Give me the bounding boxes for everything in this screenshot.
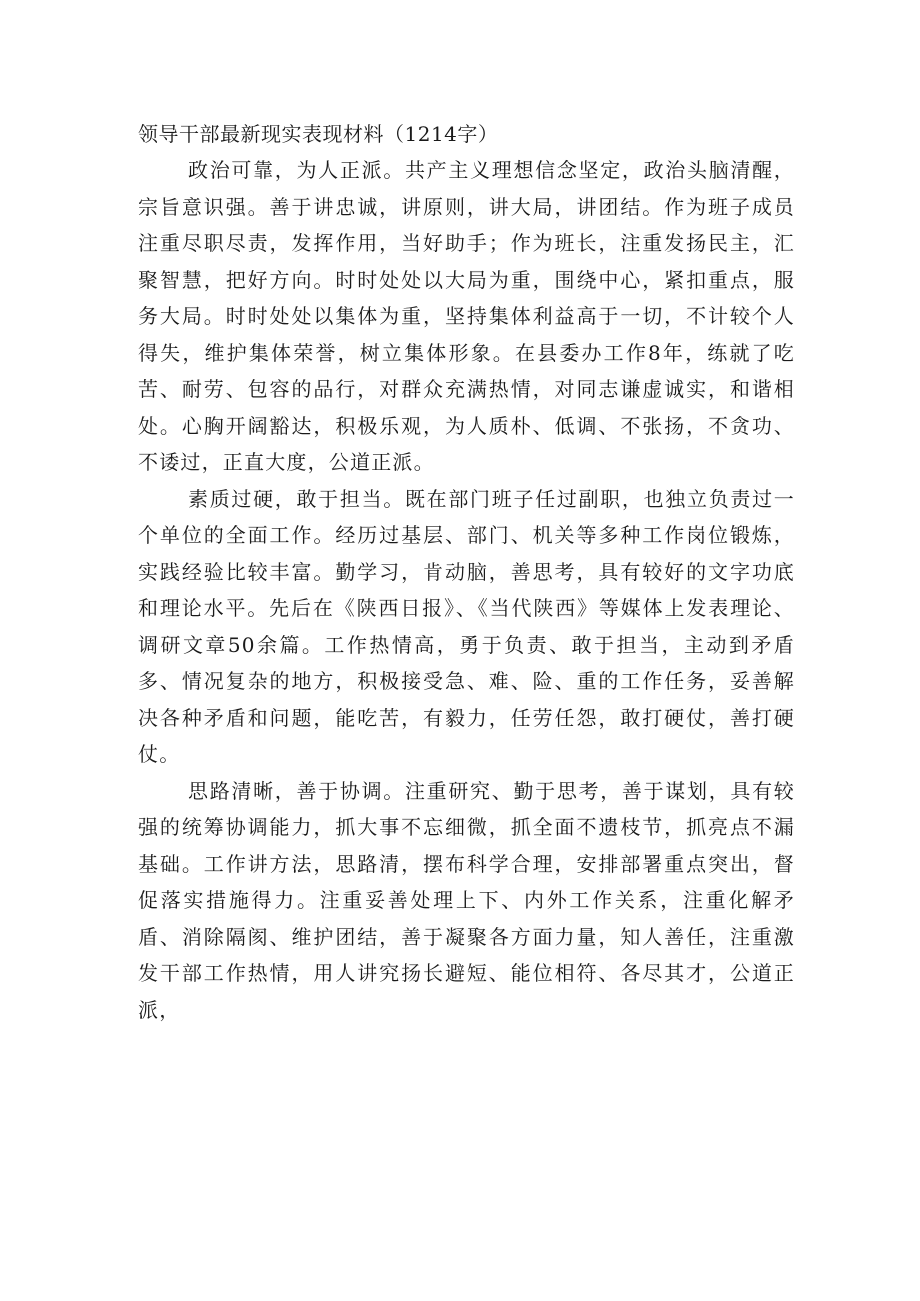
paragraph-political: 政治可靠，为人正派。共产主义理想信念坚定，政治头脑清醒，宗旨意识强。善于讲忠诚，讲原则，讲大局，讲团结。作为班子成员注重尽职尽责，发挥作用，当好助手；作为班长，注重发扬民主，汇聚智慧，把好方向。时时处处以大局为重，围绕中心，紧扣重点，服务大局。时时处处以集体为重，坚持集体利益高于一切，不计较个人得失，维护集体荣誉，树立集体形象。在县委办工作8年，练就了吃苦、耐劳、包容的品行，对群众充满热情，对同志谦虚诚实，和谐相处。心胸开阔豁达，积极乐观，为人质朴、低调、不张扬，不贪功、不诿过，正直大度，公道正派。 bbox=[138, 158, 795, 474]
document-title: 领导干部最新现实表现材料（1214字） bbox=[138, 122, 499, 146]
document-page bbox=[138, 116, 795, 1028]
paragraph-coordination: 思路清晰，善于协调。注重研究、勤于思考，善于谋划，具有较强的统筹协调能力，抓大事不忘细微，抓全面不遗枝节，抓亮点不漏基础。工作讲方法，思路清，摆布科学合理，安排部署重点突出，督促落实措施得力。注重妥善处理上下、内外工作关系，注重化解矛盾、消除隔阂、维护团结，善于凝聚各方面力量，知人善任，注重激发干部工作热情，用人讲究扬长避短、能位相符、各尽其才，公道正派， bbox=[138, 778, 795, 1022]
paragraph-quality: 素质过硬，敢于担当。既在部门班子任过副职，也独立负责过一个单位的全面工作。经历过基层、部门、机关等多种工作岗位锻炼，实践经验比较丰富。勤学习，肯动脑，善思考，具有较好的文字功底和理论水平。先后在《陕西日报》、《当代陕西》等媒体上发表理论、调研文章50余篇。工作热情高，勇于负责、敢于担当，主动到矛盾多、情况复杂的地方，积极接受急、难、险、重的工作任务，妥善解决各种矛盾和问题，能吃苦，有毅力，任劳任怨，敢打硬仗，善打硬仗。 bbox=[138, 486, 795, 766]
